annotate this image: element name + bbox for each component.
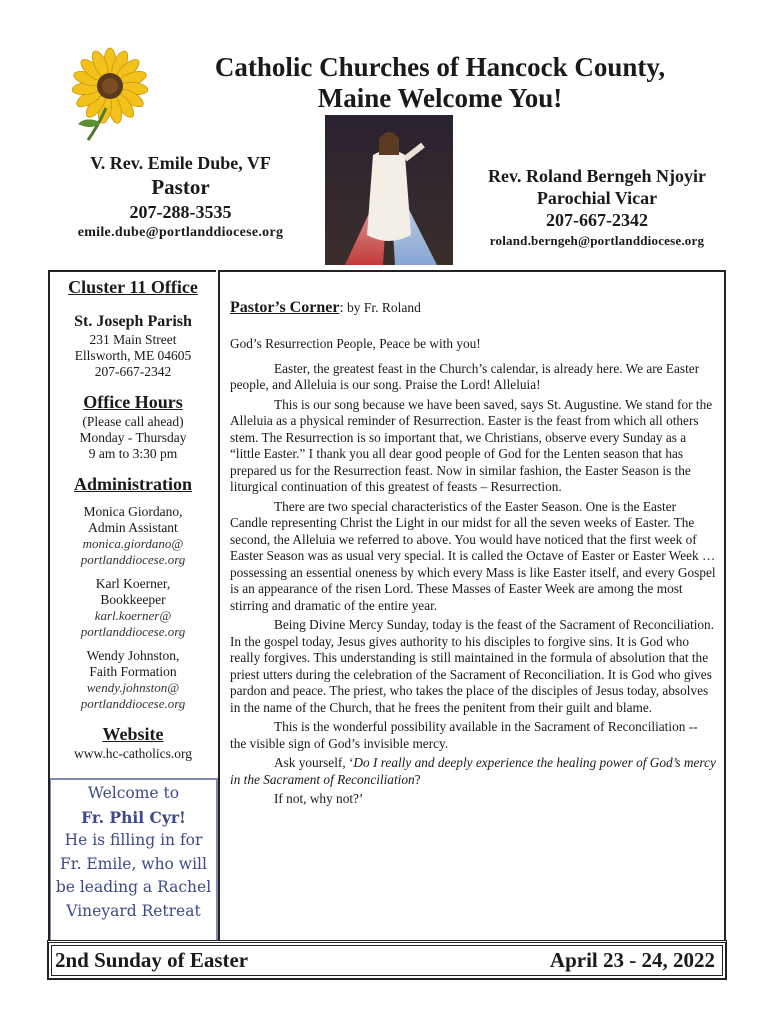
reflection-question [230,755,716,788]
office-hours-line: 9 am to 3:30 pm [88,446,178,461]
pastor-email[interactable]: emile.dube@portlanddiocese.org [77,225,284,240]
sidebar [48,270,216,942]
cluster-title: Cluster 11 Office [68,277,198,297]
office-hours-line: Monday - Thursday [79,430,187,445]
staff-email-domain[interactable]: portlanddiocese.org [80,624,186,639]
welcome-line: Fr. Emile, who will [60,854,207,873]
vicar-name: Rev. Roland Berngeh Njoyir [488,166,706,186]
staff-email[interactable]: wendy.johnston@ [86,680,180,695]
staff-role: Bookkeeper [100,592,166,607]
article-paragraph: This is the wonderful possibility available in the Sacrament of Reconciliation -- the visible sign of God’s invisible mercy. [230,719,698,751]
divine-mercy-image [325,115,453,265]
office-hours-line: (Please call ahead) [82,414,184,429]
welcome-line: He is filling in for [64,831,203,849]
question-prefix: Ask yourself, ‘ [274,755,354,770]
vicar-role: Parochial Vicar [536,188,658,208]
pastor-name: V. Rev. Emile Dube, VF [90,153,271,173]
footer-banner [47,940,727,980]
staff-role: Admin Assistant [88,520,178,535]
liturgical-day: 2nd Sunday of Easter [55,948,249,972]
staff-entry [50,504,216,568]
pastors-corner-heading [230,298,716,318]
greeting: God’s Resurrection People, Peace be with you! [230,336,481,351]
office-phone: 207-667-2342 [94,364,172,379]
title-line-2: Maine Welcome You! [317,83,563,113]
staff-entry [50,648,216,712]
parish-name: St. Joseph Parish [74,313,192,330]
staff-entry [50,576,216,640]
article-paragraph: Being Divine Mercy Sunday, today is the feast of the Sacrament of Reconciliation. In the gospel today, Jesus gives authority to his disciples to forgive sins. It is God who really forgives. This understanding is still maintained in the formula of absolution that the priest utters during the celebration of the Sacrament of Reconciliation. It is God who gives pardon and peace. The priest, who takes the place of the disciples of Jesus today, absolves in the name of the Church, that he frees the penitent from their guilt and blame. [230,617,715,715]
heading-colon: : [339,300,344,316]
article-paragraph: There are two special characteristics of the Easter Season. One is the Easter Candle representing Christ the Light in our midst for all the seven weeks of Easter. The second, the Alleluia we referred to above. You would have noticed that the first week of Easter Season was as usual very special. It is called the Octave of Easter or Easter Week … possessing an essential oneness by which every Mass is like Easter itself, and every Gospel is an appearance of the risen Lord. These Masses of Easter Week are among the most stirring and dramatic of the entire year. [230,498,716,613]
question-suffix: ? [414,771,421,787]
pastor-role: Pastor [151,175,210,199]
staff-name: Wendy Johnston, [86,648,180,663]
staff-email[interactable]: monica.giordano@ [82,536,184,551]
welcome-line: Vineyard Retreat [66,901,201,920]
welcome-line: Welcome to [87,784,180,802]
section-heading: Pastor’s Corner [230,299,340,316]
office-hours-title: Office Hours [83,392,183,412]
address-line-1: 231 Main Street [89,332,177,347]
staff-name: Karl Koerner, [95,576,171,591]
vicar-contact [462,165,732,251]
sunflower-icon [58,46,158,142]
address-line-2: Ellsworth, ME 04605 [74,348,192,363]
staff-email[interactable]: karl.koerner@ [94,608,172,623]
pastors-corner [218,270,726,942]
page-title [160,52,720,114]
staff-email-domain[interactable]: portlanddiocese.org [80,552,186,567]
article-paragraph: This is our song because we have been saved, says St. Augustine. We stand for the Alleluia as a physical reminder of Resurrection. Easter is the feast from which all others stem. The Resurrection is so important that, we Christians, observe every Sunday as a “little Easter.” I thank you all dear good people of God for the Lenten season that has prepared us for the Resurrection feast. Now in similar fashion, the Easter Season is the liturgical continuation of this greatest of feasts – Resurrection. [230,396,713,494]
vicar-phone: 207-667-2342 [546,210,648,230]
welcome-line: be leading a Rachel [55,878,212,896]
administration-title: Administration [73,474,192,494]
article-paragraph: Easter, the greatest feast in the Church’s calendar, is already here. We are Easter people, and Alleluia is our song. Praise the Lord! Alleluia! [230,360,700,392]
staff-role: Faith Formation [89,664,177,679]
title-line-1: Catholic Churches of Hancock County, [214,52,666,82]
staff-email-domain[interactable]: portlanddiocese.org [80,696,186,711]
pastor-phone: 207-288-3535 [129,202,232,222]
pastor-contact [48,152,313,242]
welcome-name: Fr. Phil Cyr! [81,807,186,827]
closing-line: If not, why not?’ [274,791,364,806]
vicar-email[interactable]: roland.berngeh@portlanddiocese.org [489,233,705,248]
website-title: Website [102,724,164,744]
staff-name: Monica Giordano, [83,504,183,519]
website-link[interactable]: www.hc-catholics.org [73,746,193,761]
question-italic: Do I really and deeply experience the healing power of God’s mercy in the Sacrament of Reconciliation [230,755,716,787]
welcome-notice [50,778,218,942]
bulletin-date: April 23 - 24, 2022 [549,948,715,972]
byline: by Fr. Roland [343,300,421,315]
